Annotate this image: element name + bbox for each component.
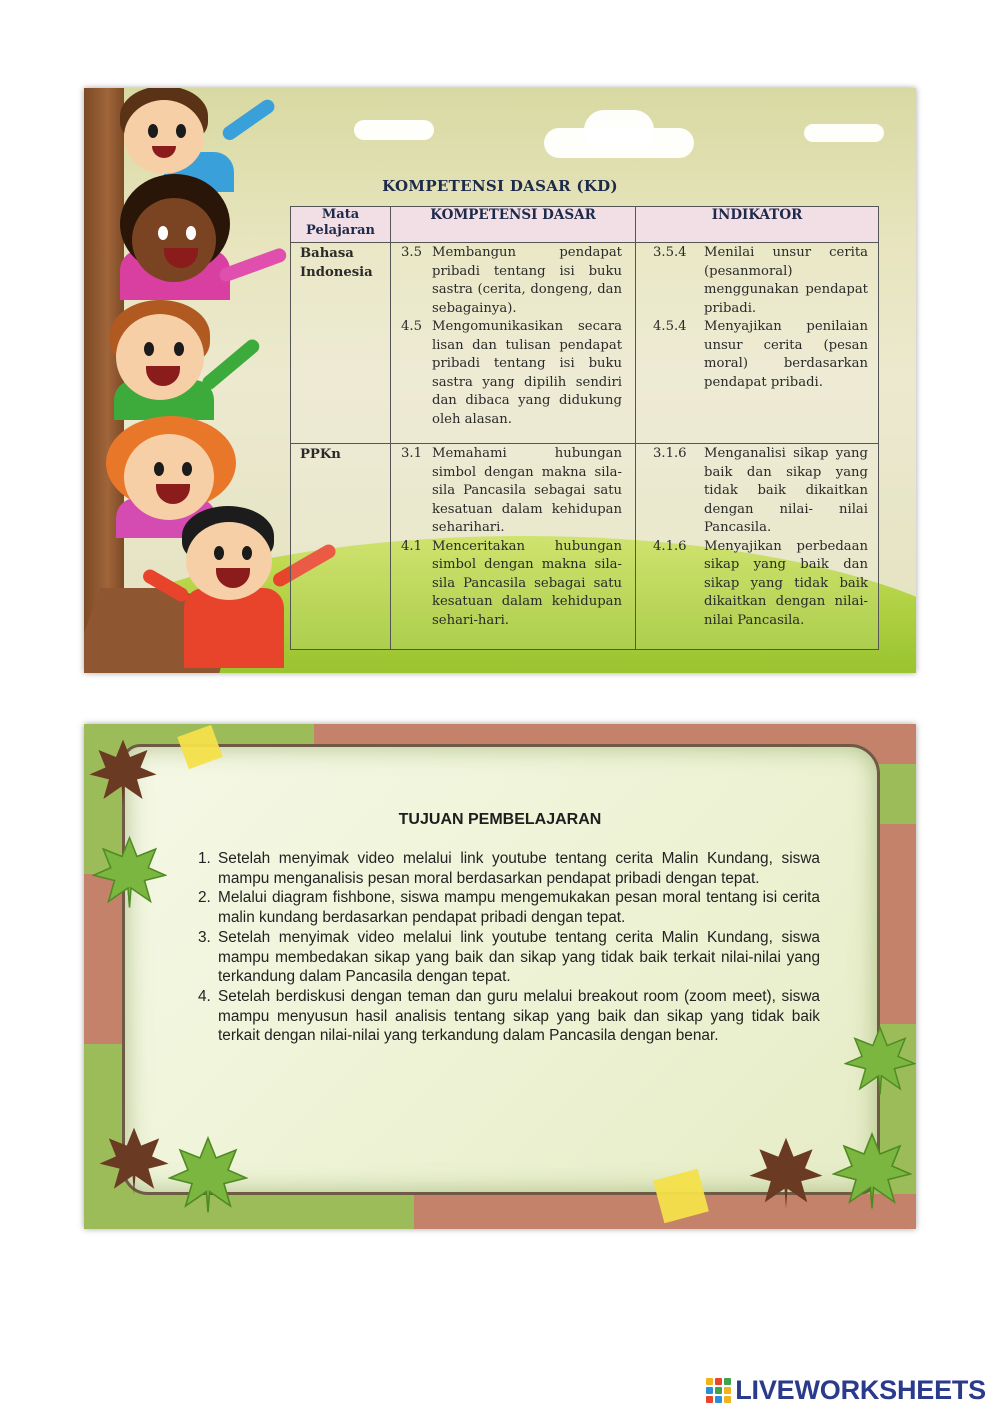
indicator-cell	[636, 444, 879, 650]
cloud-decoration	[354, 120, 434, 140]
competency-slide	[84, 88, 916, 673]
list-item	[391, 318, 635, 429]
header-text: Mata	[321, 207, 360, 222]
maple-leaf-icon	[168, 1134, 248, 1214]
maple-leaf-icon	[832, 1130, 912, 1210]
maple-leaf-icon	[844, 1024, 916, 1096]
learning-objectives-slide	[84, 724, 916, 1229]
list-item	[391, 445, 635, 538]
item-text: Setelah menyimak video melalui link youtube tentang cerita Malin Kundang, siswa mampu menganalisis pesan moral berdasarkan pendapat pribadi dengan tepat.	[218, 850, 820, 887]
kd-text: Memahami hubungan simbol dengan makna sila-sila Pancasila sebagai satu kesatuan dalam kehidupan seharihari.	[432, 446, 622, 535]
indicator-number: 3.1.6	[653, 446, 687, 461]
indicator-number: 3.5.4	[653, 245, 687, 260]
item-text: Setelah menyimak video melalui link youtube tentang cerita Malin Kundang, siswa mampu membedakan sikap yang baik dan sikap yang tidak baik terkait nilai-nilai yang terkandung dalam Pancasila dengan tepat.	[218, 928, 820, 986]
subject-cell	[291, 243, 391, 444]
subject-name: Bahasa	[300, 246, 354, 261]
maple-leaf-icon	[92, 834, 167, 909]
indicator-text: Menilai unsur cerita (pesanmoral) menggunakan pendapat pribadi.	[704, 245, 868, 316]
section-title: TUJUAN PEMBELAJARAN	[398, 811, 602, 828]
list-item	[636, 445, 878, 538]
liveworksheets-logo[interactable]	[706, 1373, 986, 1407]
list-item	[636, 538, 878, 631]
kd-number: 3.5	[401, 245, 422, 260]
list-item	[198, 987, 820, 1046]
logo-text: LIVEWORKSHEETS	[735, 1374, 986, 1405]
kd-text: Menceritakan hubungan simbol dengan makna sila-sila Pancasila sebagai satu kesatuan dalam kehidupan sehari-hari.	[432, 538, 622, 628]
cloud-decoration	[804, 124, 884, 142]
indicator-number: 4.1.6	[653, 538, 687, 554]
column-header-indicator: INDIKATOR	[636, 207, 879, 243]
maple-leaf-icon	[748, 1134, 824, 1210]
list-item	[198, 849, 820, 888]
table-header-row	[291, 207, 879, 243]
liveworksheets-grid-icon	[706, 1378, 731, 1403]
list-item	[198, 888, 820, 927]
cartoon-child-illustration	[104, 300, 304, 420]
maple-leaf-icon	[98, 1124, 170, 1196]
kd-number: 4.5	[401, 319, 422, 334]
indicator-number: 4.5.4	[653, 319, 687, 334]
indicator-cell	[636, 243, 879, 444]
list-item	[391, 244, 635, 318]
indicator-text: Menyajikan penilaian unsur cerita (pesan moral) berdasarkan pendapat pribadi.	[704, 319, 868, 390]
list-item	[636, 244, 878, 318]
kd-cell	[391, 243, 636, 444]
list-item	[636, 318, 878, 392]
kd-text: Mengomunikasikan secara lisan dan tulisan pendapat pribadi tentang isi buku sastra yang dipilih sendiri dan dibaca yang didukung oleh alasan.	[432, 319, 622, 427]
table-row	[291, 444, 879, 650]
page-title: KOMPETENSI DASAR (KD)	[382, 177, 618, 195]
indicator-text: Menganalisi sikap yang baik dan sikap yang tidak baik dikaitkan dengan nilai- nilai Pancasila.	[704, 446, 868, 535]
cloud-decoration	[584, 110, 654, 150]
item-number: 1.	[198, 850, 211, 867]
item-text: Melalui diagram fishbone, siswa mampu mengemukakan pesan moral tentang isi cerita malin kundang berdasarkan pendapat pribadi dengan tepat.	[218, 889, 820, 927]
table-row	[291, 243, 879, 444]
list-item	[391, 538, 635, 631]
background-tile	[874, 824, 916, 1024]
list-item	[198, 928, 820, 987]
subject-name: Indonesia	[300, 264, 373, 280]
column-header-kd: KOMPETENSI DASAR	[391, 207, 636, 243]
item-number: 4.	[198, 987, 211, 1005]
kd-text: Membangun pendapat pribadi tentang isi buku sastra (cerita, dongeng, dan sebagainya).	[432, 245, 622, 316]
item-number: 3.	[198, 928, 211, 946]
indicator-text: Menyajikan perbedaan sikap yang baik dan sikap yang tidak baik dikaitkan dengan nilai-nilai Pancasila.	[704, 538, 868, 628]
competency-table	[290, 206, 879, 650]
kd-cell	[391, 444, 636, 650]
kd-number: 4.1	[401, 538, 422, 554]
column-header-subject	[291, 207, 391, 243]
item-number: 2.	[198, 889, 211, 907]
objectives-list	[198, 849, 820, 1046]
item-text: Setelah berdiskusi dengan teman dan guru melalui breakout room (zoom meet), siswa mampu menyusun hasil analisis tentang sikap yang baik dan sikap yang tidak baik terkait dengan nilai-nilai yang terkandung dalam Pancasila dengan benar.	[218, 987, 820, 1045]
header-text: Pelajaran	[306, 223, 375, 238]
kd-number: 3.1	[401, 446, 422, 461]
maple-leaf-icon	[88, 736, 158, 806]
subject-cell	[291, 444, 391, 650]
cartoon-child-illustration	[114, 90, 314, 190]
subject-name: PPKn	[300, 447, 341, 462]
